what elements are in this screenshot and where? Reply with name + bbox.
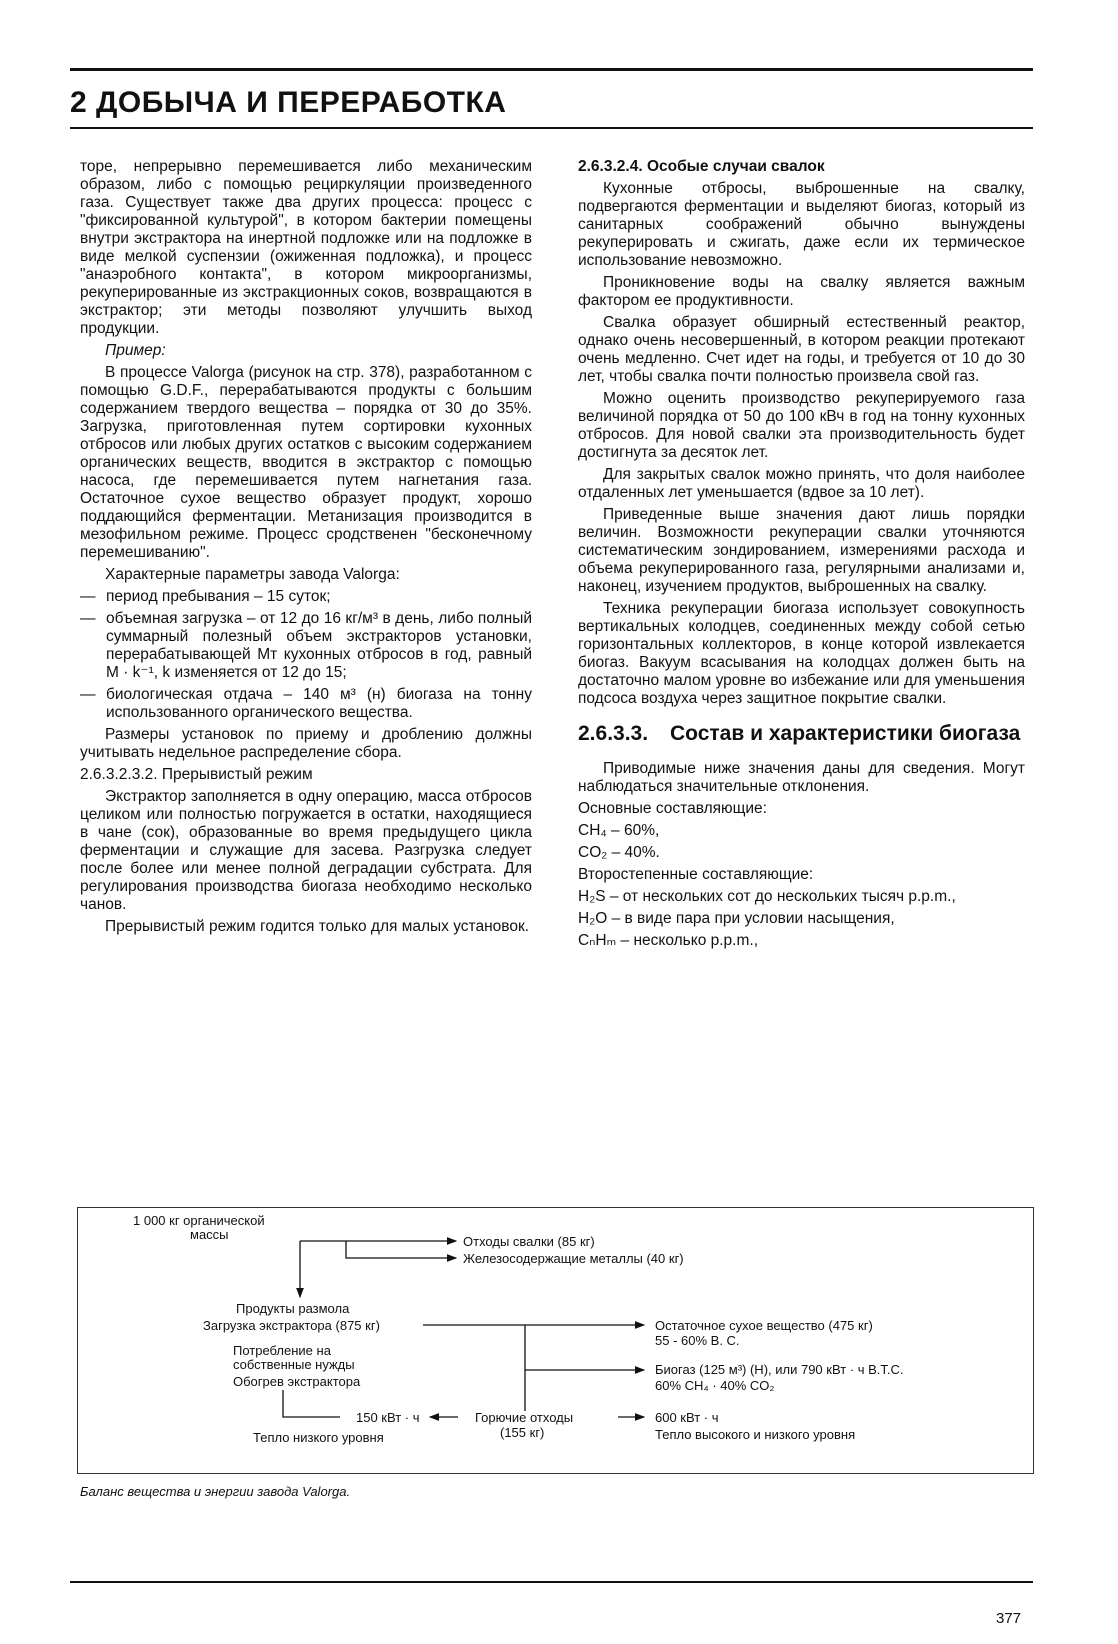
footer-rule — [70, 1581, 1033, 1583]
figure-caption: Баланс вещества и энергии завода Valorga. — [80, 1484, 351, 1499]
input-mass-label: 1 000 кг органической — [133, 1213, 265, 1228]
right-column — [578, 158, 1025, 954]
list-item-text: биологическая отдача – 140 м³ (н) биогаза на тонну использованного органического вещества. — [106, 686, 532, 721]
section-number: 2.6.3.3. — [578, 722, 649, 745]
energy-600-label: 600 кВт · ч — [655, 1410, 719, 1425]
fuel-waste-mass-label: (155 кг) — [500, 1425, 545, 1440]
section-heading — [578, 722, 1025, 746]
header-rule — [70, 127, 1033, 129]
low-heat-label: Тепло низкого уровня — [253, 1430, 384, 1445]
waste-label: Отходы свалки (85 кг) — [463, 1234, 595, 1249]
main-components-label: Основные составляющие: — [578, 800, 767, 817]
biogas-label: Биогаз (125 м³) (Н), или 790 кВт · ч В.Т.С. — [655, 1362, 904, 1377]
paragraph: Техника рекуперации биогаза использует совокупность вертикальных колодцев, соединенных между собой сетью горизонтальных коллекторов, в конце которой извлекается биогаз. Вакуум всасывания на колодцах должен быть на достаточно малом уровне во избежание или для уменьшения подсоса воздуха через защитное покрытие свалки. — [578, 600, 1025, 707]
paragraph: Размеры установок по приему и дроблению должны учитывать недельное распределение сбора. — [80, 726, 532, 761]
formula-cnhm: CₙHₘ – несколько p.p.m., — [578, 932, 758, 949]
energy-150-label: 150 кВт · ч — [356, 1410, 420, 1425]
top-rule — [70, 68, 1033, 71]
dry-matter-label: Остаточное сухое вещество (475 кг) — [655, 1318, 873, 1333]
section-title: Состав и характеристики биогаза — [670, 722, 1021, 745]
paragraph: Прерывистый режим годится только для малых установок. — [105, 918, 530, 935]
list-item — [80, 588, 532, 606]
dash-marker: — — [80, 588, 96, 605]
formula-ch4: CH₄ – 60%, — [578, 822, 660, 839]
subsection-heading: 2.6.3.2.4. Особые случаи свалок — [578, 158, 825, 175]
arrow-to-metals — [346, 1241, 456, 1258]
own-needs-label: Потребление на — [233, 1343, 331, 1358]
dry-matter-label-2: 55 - 60% В. С. — [655, 1333, 740, 1348]
load-label: Загрузка экстрактора (875 кг) — [203, 1318, 380, 1333]
example-label: Пример: — [105, 342, 166, 359]
page-number: 377 — [996, 1610, 1022, 1627]
arrow-to-biogas — [525, 1325, 644, 1370]
paragraph: Проникновение воды на свалку является важным фактором ее продуктивности. — [578, 274, 1025, 309]
paragraph: Свалка образует обширный естественный реактор, однако очень несовершенный, в котором реакции протекают очень медленно. Счет идет на годы, и требуется от 10 до 30 лет, чтобы свалка почти полностью произвела свой газ. — [578, 314, 1025, 385]
subsection-heading: 2.6.3.2.3.2. Прерывистый режим — [80, 766, 313, 783]
paragraph: Для закрытых свалок можно принять, что доля наиболее отдаленных лет уменьшается (вдвое за 10 лет). — [578, 466, 1025, 501]
high-heat-label: Тепло высокого и низкого уровня — [655, 1427, 856, 1442]
dash-marker: — — [80, 686, 96, 703]
paragraph: Экстрактор заполняется в одну операцию, масса отбросов целиком или полностью погружается в остатки, находящиеся в чане (сок), образованные во время предыдущего цикла ферментации и служащие для засева. Разгрузка следует после более или менее полной деградации субстрата. Для регулирования производства биогаза необходимо несколько чанов. — [80, 788, 532, 913]
list-item — [80, 686, 532, 722]
own-needs-label-2: собственные нужды — [233, 1357, 355, 1372]
grind-label: Продукты размола — [236, 1301, 350, 1316]
params-intro: Характерные параметры завода Valorga: — [105, 566, 400, 583]
dash-marker: — — [80, 610, 96, 627]
formula-h2o: H₂O – в виде пара при условии насыщения, — [578, 910, 895, 927]
list-item-text: объемная загрузка – от 12 до 16 кг/м³ в день, либо полный суммарный полезный объем экстракторов установки, перерабатывающей Мт кухонных отбросов в год, равный М · k⁻¹, k изменяется от 12 до 15; — [106, 610, 532, 681]
input-mass-label-2: массы — [190, 1227, 229, 1242]
left-column — [80, 158, 532, 940]
heat-bracket — [283, 1390, 340, 1417]
paragraph: Приводимые ниже значения даны для сведения. Могут наблюдаться значительные отклонения. — [578, 760, 1025, 795]
formula-h2s: H₂S – от нескольких сот до нескольких тысяч p.p.m., — [578, 888, 956, 905]
paragraph: Приведенные выше значения дают лишь порядки величин. Возможности рекуперации свалки уточняются систематическим зондированием, измерениями расхода и объема рекуперированного газа, регулярными анализами и, наконец, изучением продуктов, выброшенных на свалку. — [578, 506, 1025, 595]
heating-label: Обогрев экстрактора — [233, 1374, 361, 1389]
metals-label: Железосодержащие металлы (40 кг) — [463, 1251, 684, 1266]
list-item-text: период пребывания – 15 суток; — [106, 588, 331, 605]
formula-co2: CO₂ – 40%. — [578, 844, 660, 861]
paragraph: Можно оценить производство рекуперируемого газа величиной порядка от 50 до 100 кВч в год на тонну кухонных отбросов. Для новой свалки эта производительность будет достигнута за десяток лет. — [578, 390, 1025, 461]
list-item — [80, 610, 532, 682]
chapter-title: 2 ДОБЫЧА И ПЕРЕРАБОТКА — [70, 86, 507, 119]
paragraph: В процессе Valorga (рисунок на стр. 378), разработанном с помощью G.D.F., перерабатываются продукты с большим содержанием твердого вещества – порядка от 30 до 35%. Загрузка, приготовленная путем сортировки кухонных отбросов или любых других остатков с высоким содержанием органических веществ, вводится в экстрактор с помощью насоса, где перемешивается путем нагнетания газа. Остаточное сухое вещество образует продукт, хорошо поддающийся ферментации. Метанизация производится в мезофильном режиме. Процесс сродственен "бесконечному перемешиванию". — [80, 364, 532, 561]
paragraph: торе, непрерывно перемешивается либо механическим образом, либо с помощью рециркуляции произведенного газа. Существует также два других процесса: процесс с "фиксированной культурой", в котором бактерии помещены внутри экстрактора на инертной подложке или на подложке в виде мелкой суспензии (ожиженная подложка), и процесс "анаэробного контакта", в котором микроорганизмы, рекуперированные из экстракционных соков, возвращаются в экстрактор; эти методы позволяют улучшить выход продукции. — [80, 158, 532, 337]
balance-diagram — [77, 1207, 1034, 1474]
secondary-components-label: Второстепенные составляющие: — [578, 866, 814, 883]
biogas-composition-label: 60% CH₄ · 40% CO₂ — [655, 1378, 775, 1393]
paragraph: Кухонные отбросы, выброшенные на свалку, подвергаются ферментации и выделяют биогаз, который из санитарных соображений обычно вынуждены рекуперировать и сжигать, даже если их термическое использование невозможно. — [578, 180, 1025, 269]
fuel-waste-label: Горючие отходы — [475, 1410, 574, 1425]
